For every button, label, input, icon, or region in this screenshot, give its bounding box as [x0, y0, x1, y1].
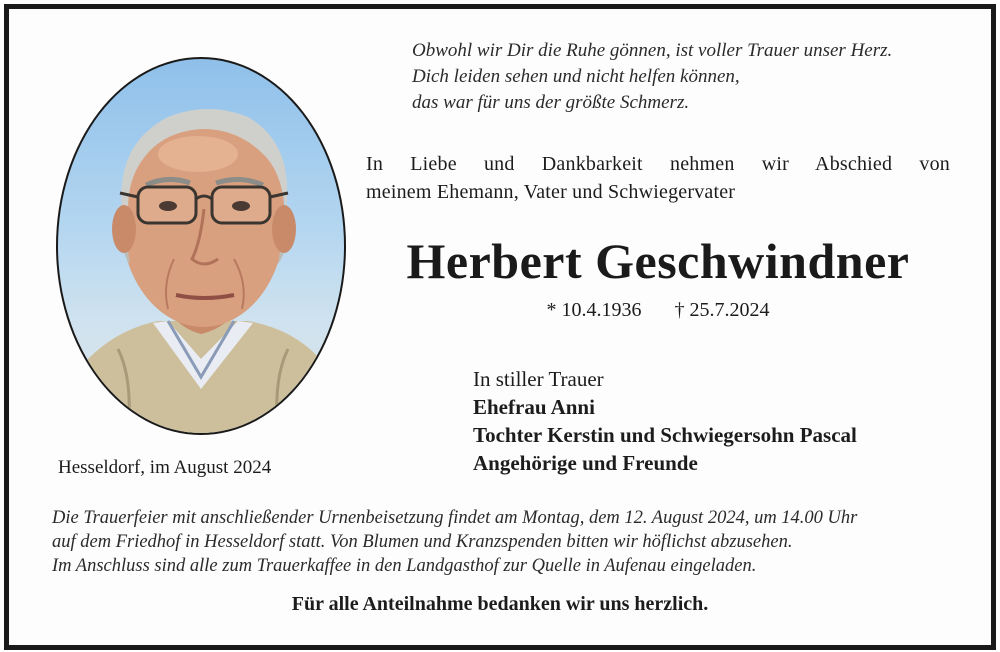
service-line: auf dem Friedhof in Hesseldorf statt. Von Blumen und Kranzspenden bitten wir höflichst abzusehen. [52, 532, 793, 552]
service-details [52, 506, 962, 578]
birth-date: * 10.4.1936 [546, 299, 642, 321]
place-and-date: Hesseldorf, im August 2024 [58, 457, 272, 478]
death-date: † 25.7.2024 [674, 299, 770, 321]
portrait-photo [56, 57, 346, 435]
life-dates [366, 297, 950, 323]
poem [412, 38, 972, 116]
mourners-block [473, 365, 973, 477]
intro-line: In Liebe und Dankbarkeit nehmen wir Abschied von [366, 153, 950, 175]
mourner-line: Tochter Kerstin und Schwiegersohn Pascal [473, 423, 857, 447]
service-line: Die Trauerfeier mit anschließender Urnenbeisetzung findet am Montag, dem 12. August 2024, um 14.00 Uhr [52, 508, 858, 528]
mourners-heading: In stiller Trauer [473, 367, 604, 391]
poem-line: Obwohl wir Dir die Ruhe gönnen, ist voller Trauer unser Herz. [412, 40, 893, 61]
service-line: Im Anschluss sind alle zum Trauerkaffee in den Landgasthof zur Quelle in Aufenau eingeladen. [52, 556, 757, 576]
intro-line: meinem Ehemann, Vater und Schwiegervater [366, 181, 736, 203]
poem-line: das war für uns der größte Schmerz. [412, 92, 690, 113]
farewell-intro [366, 150, 950, 206]
mourner-line: Angehörige und Freunde [473, 451, 698, 475]
deceased-name: Herbert Geschwindner [406, 233, 910, 289]
mourner-line: Ehefrau Anni [473, 395, 595, 419]
thanks-line: Für alle Anteilnahme bedanken wir uns herzlich. [291, 593, 709, 615]
poem-line: Dich leiden sehen und nicht helfen können, [412, 66, 740, 87]
